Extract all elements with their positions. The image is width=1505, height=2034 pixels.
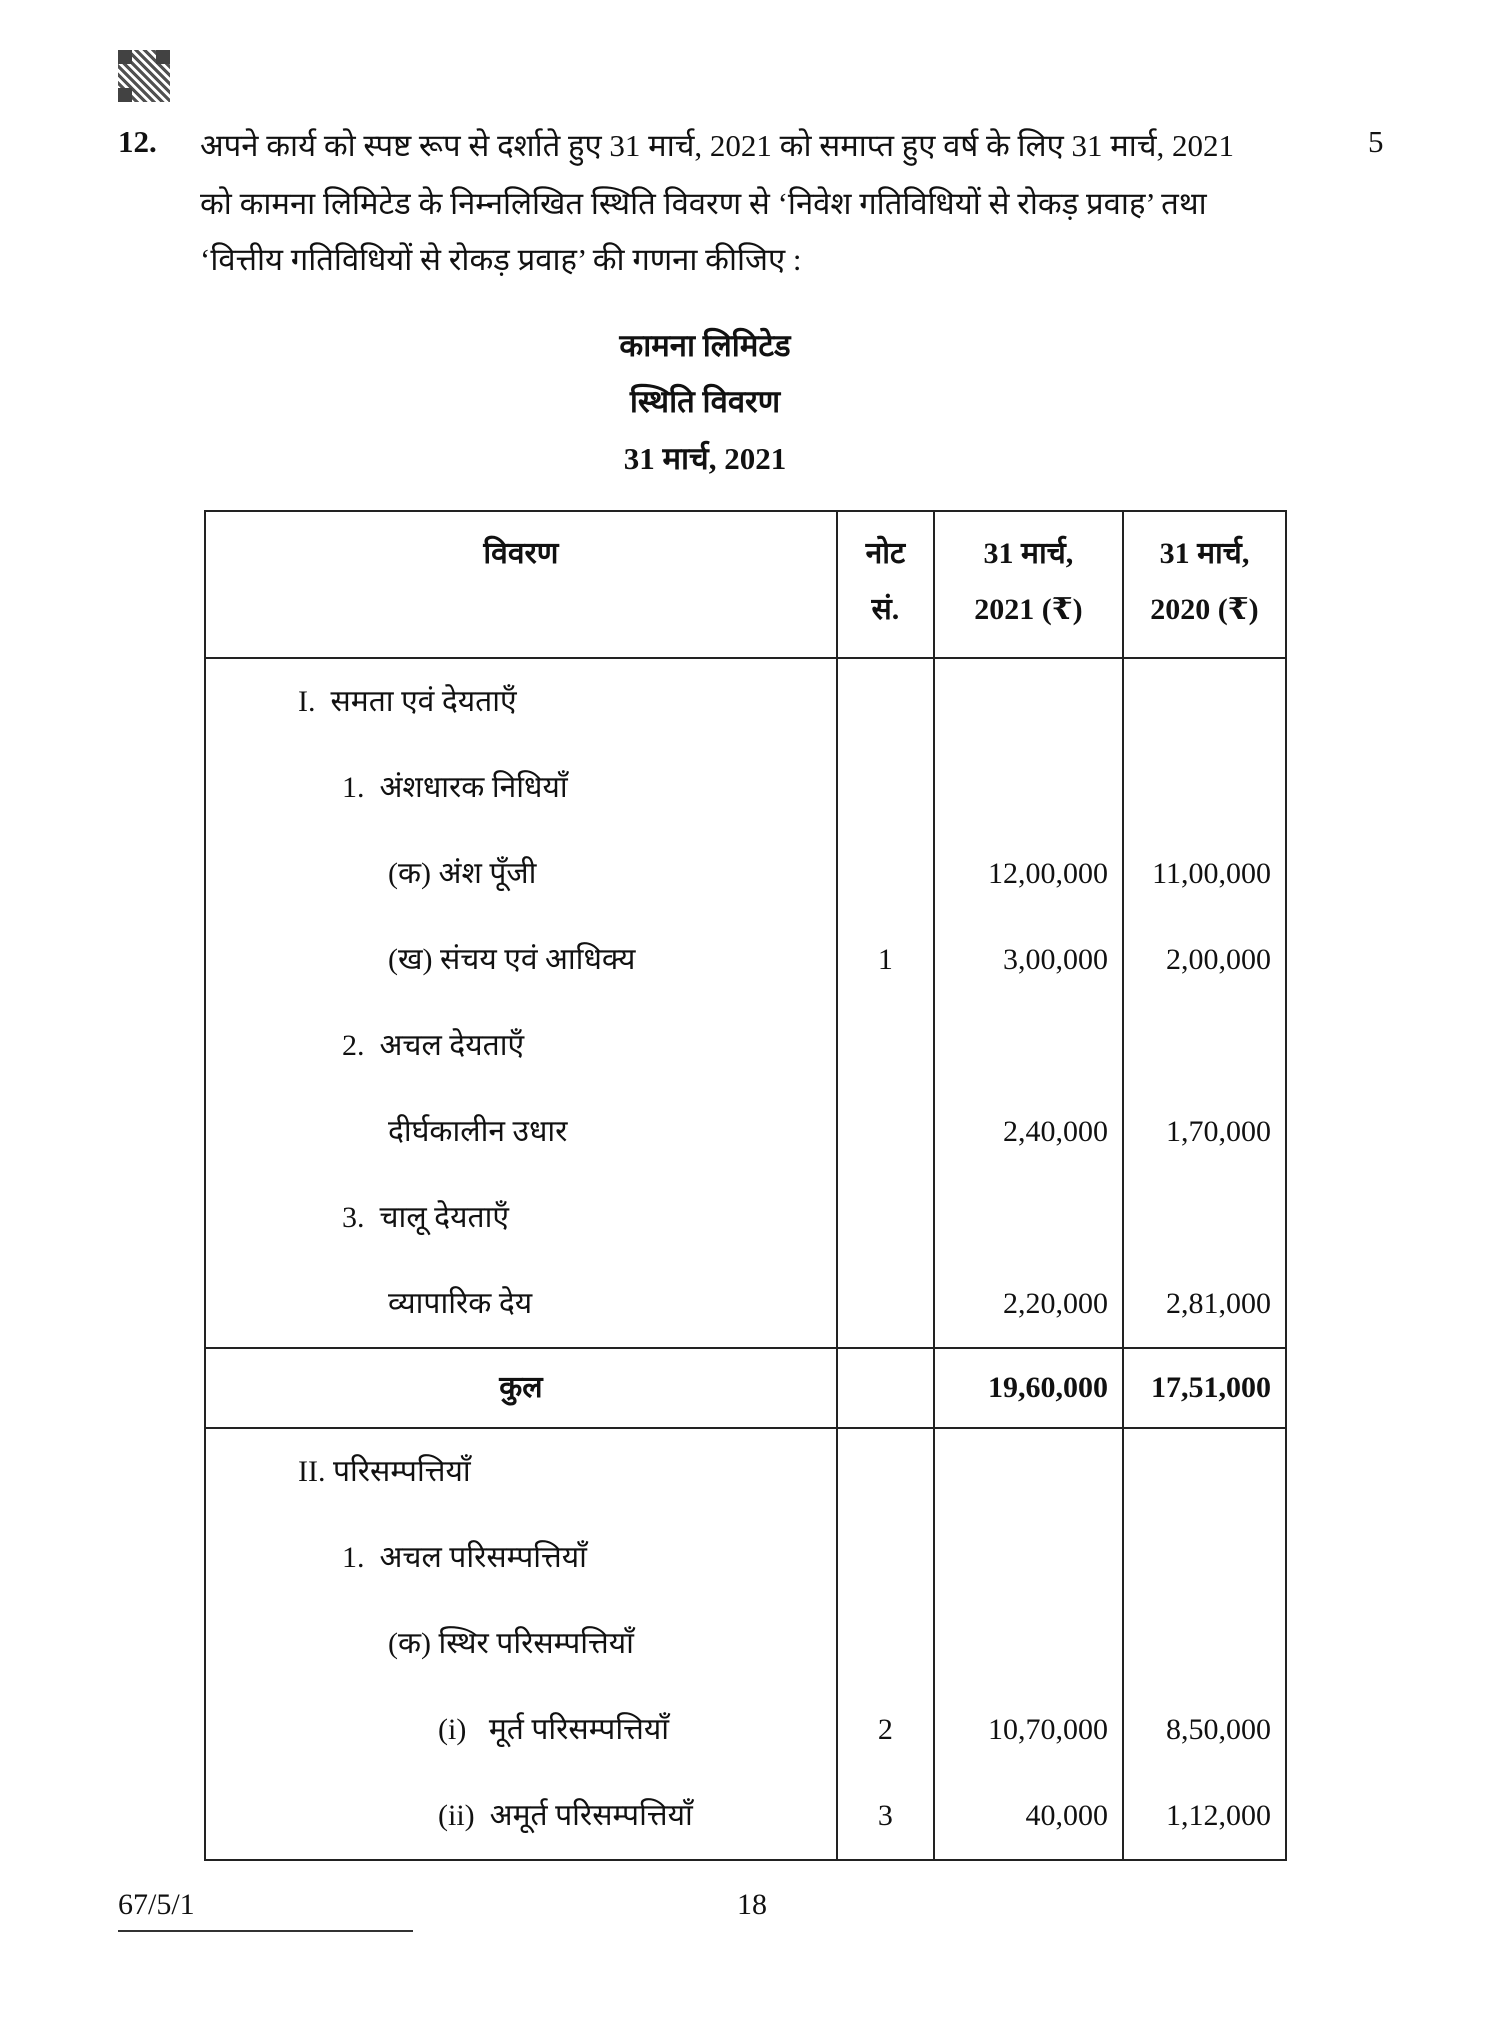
total-2021: 19,60,000 <box>934 1348 1123 1428</box>
row-note <box>837 1601 934 1687</box>
table-row <box>205 1515 1286 1601</box>
row-note <box>837 1003 934 1089</box>
question-line-2: को कामना लिमिटेड के निम्नलिखित स्थिति विवरण से ‘निवेश गतिविधियों से रोकड़ प्रवाह’ तथा <box>200 186 1207 221</box>
row-value-2021 <box>934 1601 1123 1687</box>
row-note <box>837 1515 934 1601</box>
header-note: नोट सं. <box>837 511 934 658</box>
row-note: 3 <box>837 1773 934 1860</box>
table-row <box>205 1089 1286 1175</box>
table-row <box>205 1261 1286 1348</box>
row-note: 2 <box>837 1687 934 1773</box>
table-row <box>205 917 1286 1003</box>
total-row <box>205 1348 1286 1428</box>
footer-rule <box>118 1930 413 1932</box>
row-note <box>837 1261 934 1348</box>
table-row <box>205 1003 1286 1089</box>
row-note <box>837 1175 934 1261</box>
row-value-2020: 11,00,000 <box>1123 831 1286 917</box>
row-note <box>837 745 934 831</box>
row-value-2021 <box>934 745 1123 831</box>
company-name: कामना लिमिटेड <box>619 328 791 363</box>
table-header-row <box>205 511 1286 658</box>
row-value-2021 <box>934 658 1123 745</box>
liabilities-section <box>205 658 1286 1348</box>
assets-section <box>205 1428 1286 1860</box>
row-label: दीर्घकालीन उधार <box>205 1089 837 1175</box>
header-particulars: विवरण <box>205 511 837 658</box>
row-label: 3. चालू देयताएँ <box>205 1175 837 1261</box>
statement-date: 31 मार्च, 2021 <box>623 441 787 476</box>
row-value-2020 <box>1123 1175 1286 1261</box>
table-row <box>205 658 1286 745</box>
total-note <box>837 1348 934 1428</box>
question-line-3: ‘वित्तीय गतिविधियों से रोकड़ प्रवाह’ की गणना कीजिए : <box>200 242 802 277</box>
row-note <box>837 1089 934 1175</box>
total-section <box>205 1348 1286 1428</box>
row-label: व्यापारिक देय <box>205 1261 837 1348</box>
table-row <box>205 1428 1286 1515</box>
row-value-2020 <box>1123 1601 1286 1687</box>
table-row <box>205 1773 1286 1860</box>
row-value-2020 <box>1123 658 1286 745</box>
row-value-2020 <box>1123 1515 1286 1601</box>
row-value-2020 <box>1123 745 1286 831</box>
table-row <box>205 745 1286 831</box>
row-label: (ii) अमूर्त परिसम्पत्तियाँ <box>205 1773 837 1860</box>
statement-title: स्थिति विवरण <box>629 384 781 419</box>
row-value-2020 <box>1123 1003 1286 1089</box>
row-value-2020: 1,70,000 <box>1123 1089 1286 1175</box>
row-value-2021 <box>934 1428 1123 1515</box>
table-row <box>205 831 1286 917</box>
row-note: 1 <box>837 917 934 1003</box>
row-value-2021: 10,70,000 <box>934 1687 1123 1773</box>
row-value-2020: 1,12,000 <box>1123 1773 1286 1860</box>
total-label: कुल <box>205 1348 837 1428</box>
question-number: 12. <box>118 124 157 159</box>
row-value-2021: 40,000 <box>934 1773 1123 1860</box>
question-line-1: अपने कार्य को स्पष्ट रूप से दर्शाते हुए 31 मार्च, 2021 को समाप्त हुए वर्ष के लिए 31 मार्च, 2021 <box>200 128 1235 163</box>
row-note <box>837 831 934 917</box>
row-label: II. परिसम्पत्तियाँ <box>205 1428 837 1515</box>
row-label: I. समता एवं देयताएँ <box>205 658 837 745</box>
row-note <box>837 1428 934 1515</box>
row-value-2021 <box>934 1003 1123 1089</box>
header-2020: 31 मार्च, 2020 (₹) <box>1123 511 1286 658</box>
qr-code <box>118 50 170 102</box>
row-label: (क) स्थिर परिसम्पत्तियाँ <box>205 1601 837 1687</box>
row-value-2021: 2,40,000 <box>934 1089 1123 1175</box>
total-2020: 17,51,000 <box>1123 1348 1286 1428</box>
row-note <box>837 658 934 745</box>
question-marks: 5 <box>1368 124 1384 159</box>
row-label: 1. अचल परिसम्पत्तियाँ <box>205 1515 837 1601</box>
row-label: (ख) संचय एवं आधिक्य <box>205 917 837 1003</box>
row-value-2021: 12,00,000 <box>934 831 1123 917</box>
row-value-2021 <box>934 1515 1123 1601</box>
row-value-2021: 2,20,000 <box>934 1261 1123 1348</box>
row-label: 1. अंशधारक निधियाँ <box>205 745 837 831</box>
row-value-2021: 3,00,000 <box>934 917 1123 1003</box>
paper-code: 67/5/1 <box>118 1888 195 1921</box>
row-label: (i) मूर्त परिसम्पत्तियाँ <box>205 1687 837 1773</box>
row-label: 2. अचल देयताएँ <box>205 1003 837 1089</box>
header-2021: 31 मार्च, 2021 (₹) <box>934 511 1123 658</box>
table-row <box>205 1175 1286 1261</box>
table-row <box>205 1687 1286 1773</box>
row-value-2020: 2,00,000 <box>1123 917 1286 1003</box>
page-number: 18 <box>737 1888 767 1921</box>
row-value-2021 <box>934 1175 1123 1261</box>
balance-sheet-table <box>204 510 1287 1861</box>
row-value-2020: 8,50,000 <box>1123 1687 1286 1773</box>
table-row <box>205 1601 1286 1687</box>
row-value-2020 <box>1123 1428 1286 1515</box>
row-value-2020: 2,81,000 <box>1123 1261 1286 1348</box>
row-label: (क) अंश पूँजी <box>205 831 837 917</box>
